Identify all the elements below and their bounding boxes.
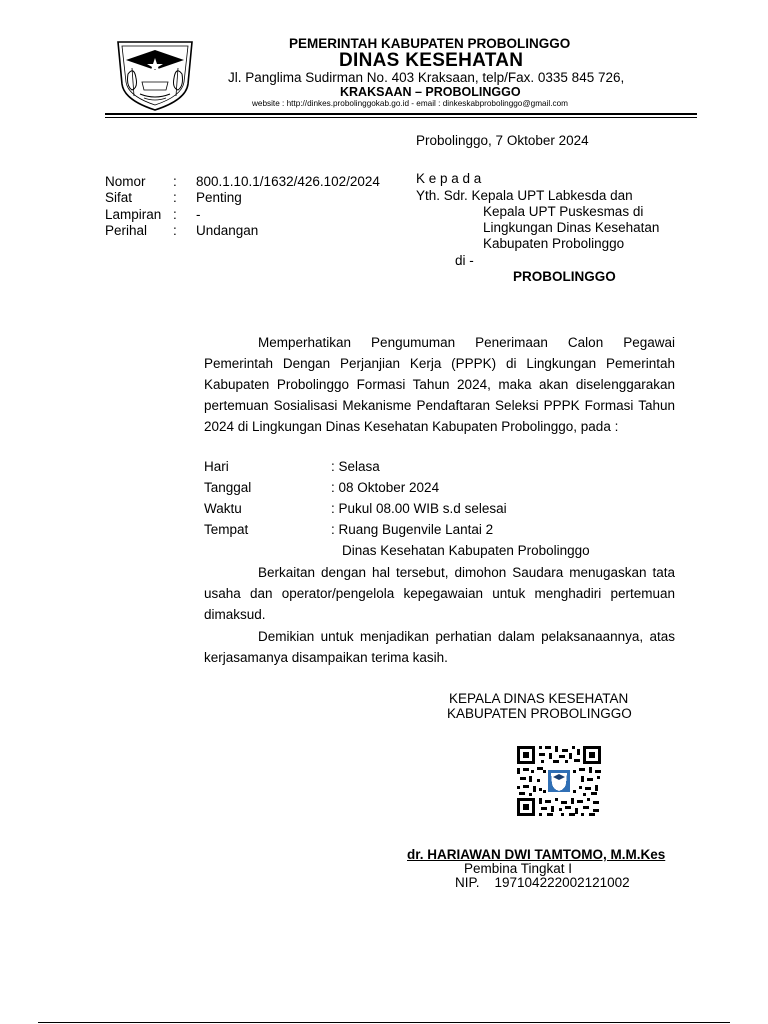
- signatory-nip: NIP. 197104222002121002: [455, 875, 630, 890]
- detail-label-tempat: Tempat: [204, 522, 249, 537]
- meta-colon: :: [173, 207, 177, 222]
- detail-value-waktu: : Pukul 08.00 WIB s.d selesai: [331, 501, 507, 516]
- meta-value-perihal: Undangan: [196, 223, 259, 238]
- meta-colon: :: [173, 174, 177, 189]
- meta-label-nomor: Nomor: [105, 174, 146, 189]
- meta-colon: :: [173, 190, 177, 205]
- signatory-name: dr. HARIAWAN DWI TAMTOMO, M.M.Kes: [407, 847, 666, 862]
- meta-value-sifat: Penting: [196, 190, 242, 205]
- meta-value-nomor: 800.1.10.1/1632/426.102/2024: [196, 174, 380, 189]
- meta-label-perihal: Perihal: [105, 223, 148, 238]
- page-bottom-edge: [38, 1022, 730, 1023]
- body-paragraph-3: Demikian untuk menjadikan perhatian dalam pelaksanaannya, atas kerjasamanya disampaikan terima kasih.: [204, 629, 675, 665]
- header-divider-thick: [105, 113, 697, 115]
- meta-value-lampiran: -: [196, 207, 201, 222]
- recipient-kepada: K e p a d a: [416, 171, 482, 186]
- detail-value-hari: : Selasa: [331, 459, 380, 474]
- header-agency: DINAS KESEHATAN: [339, 50, 524, 71]
- header-government: PEMERINTAH KABUPATEN PROBOLINGGO: [289, 36, 571, 51]
- body-paragraph-2: Berkaitan dengan hal tersebut, dimohon Saudara menugaskan tata usaha dan operator/pengelola kepegawaian untuk menghadiri pertemuan dimaksud.: [204, 565, 675, 622]
- header-divider-thin: [105, 117, 697, 118]
- detail-label-hari: Hari: [204, 459, 229, 474]
- header-city: KRAKSAAN – PROBOLINGGO: [340, 85, 521, 99]
- recipient-line4: Kabupaten Probolinggo: [483, 236, 625, 251]
- detail-value-tempat: : Ruang Bugenvile Lantai 2: [331, 522, 494, 537]
- letter-date: Probolinggo, 7 Oktober 2024: [416, 133, 589, 148]
- recipient-line2: Kepala UPT Puskesmas di: [483, 204, 644, 219]
- signatory-rank: Pembina Tingkat I: [464, 861, 573, 876]
- recipient-city: PROBOLINGGO: [513, 269, 616, 284]
- header-address: Jl. Panglima Sudirman No. 403 Kraksaan, telp/Fax. 0335 845 726,: [228, 70, 625, 85]
- meta-label-lampiran: Lampiran: [105, 207, 162, 222]
- signature-title-2: KABUPATEN PROBOLINGGO: [447, 706, 632, 721]
- meta-colon: :: [173, 223, 177, 238]
- regency-emblem-logo: [112, 38, 198, 112]
- detail-label-waktu: Waktu: [204, 501, 242, 516]
- signature-title-1: KEPALA DINAS KESEHATAN: [449, 691, 629, 706]
- header-contact: website : http://dinkes.probolinggokab.go.id - email : dinkeskabprobolinggo@gmail.com: [252, 99, 568, 108]
- body-paragraph-1: Memperhatikan Pengumuman Penerimaan Calon Pegawai Pemerintah Dengan Perjanjian Kerja (PPPK) di Lingkungan Pemerintah Kabupaten Probolinggo Formasi Tahun 2024, maka akan diselenggarakan pertemuan Sosialisasi Mekanisme Pendaftaran Seleksi PPPK Formasi Tahun 2024 di Lingkungan Dinas Kesehatan Kabupaten Probolinggo, pada :: [204, 335, 675, 434]
- detail-label-tanggal: Tanggal: [204, 480, 252, 495]
- qr-code-icon: [517, 746, 601, 816]
- meta-label-sifat: Sifat: [105, 190, 133, 205]
- detail-value-tanggal: : 08 Oktober 2024: [331, 480, 440, 495]
- recipient-di: di -: [455, 253, 474, 268]
- recipient-line3: Lingkungan Dinas Kesehatan: [483, 220, 660, 235]
- detail-value-tempat-line2: Dinas Kesehatan Kabupaten Probolinggo: [342, 543, 590, 558]
- recipient-yth: Yth. Sdr. Kepala UPT Labkesda dan: [416, 188, 633, 203]
